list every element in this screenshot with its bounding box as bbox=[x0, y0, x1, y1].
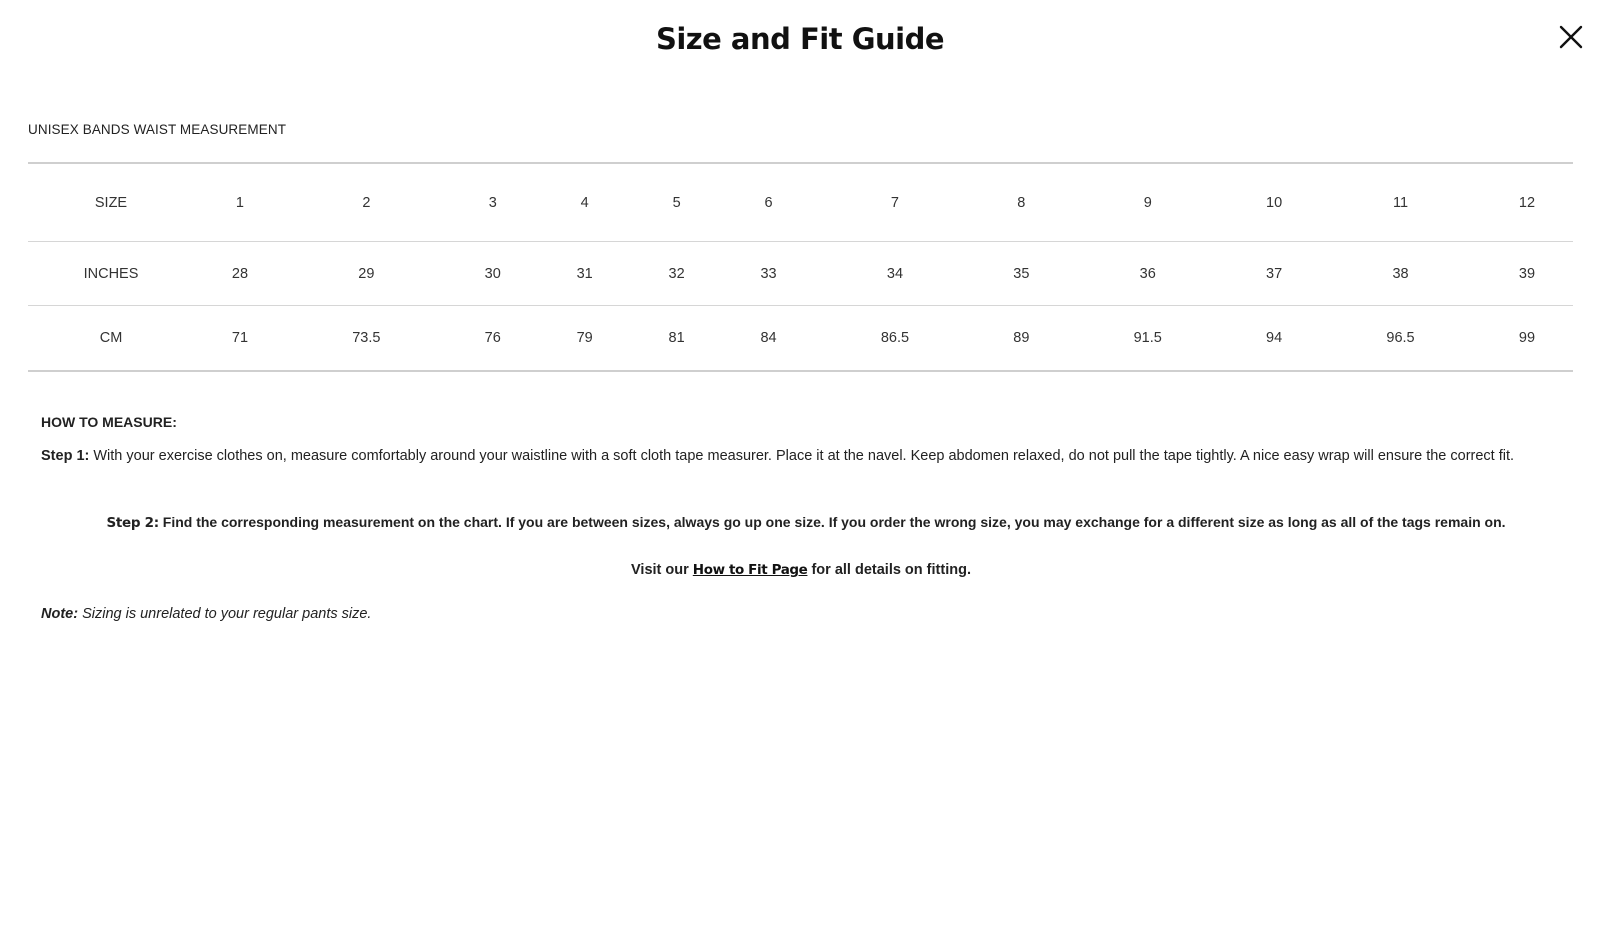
cm-cell: 99 bbox=[1518, 330, 1536, 346]
cm-cell: 81 bbox=[668, 330, 685, 346]
inches-cell: 34 bbox=[886, 265, 904, 282]
cm-cell: 94 bbox=[1266, 330, 1283, 346]
row-label-cm: CM bbox=[99, 330, 123, 346]
size-cell: 4 bbox=[580, 194, 589, 211]
step-2-text: Find the corresponding measurement on the chart. If you are between sizes, always go up one size. If you order the wrong size, you may exchange for a different size as long as all of the tags remain on. bbox=[158, 514, 1506, 530]
inches-cell: 33 bbox=[760, 265, 777, 282]
cm-cell: 79 bbox=[576, 330, 593, 346]
note-text: Sizing is unrelated to your regular pants size. bbox=[78, 606, 372, 622]
size-cell: 6 bbox=[764, 194, 773, 211]
inches-cell: 36 bbox=[1139, 265, 1156, 282]
cm-cell: 76 bbox=[484, 330, 501, 346]
inches-cell: 39 bbox=[1518, 265, 1536, 282]
close-button[interactable] bbox=[1556, 22, 1586, 52]
visit-fit-page-line bbox=[41, 559, 1561, 581]
cm-cell: 86.5 bbox=[880, 330, 910, 346]
inches-cell: 31 bbox=[576, 265, 593, 282]
inches-cell: 30 bbox=[484, 265, 501, 282]
step-2 bbox=[41, 511, 1571, 534]
size-row bbox=[28, 163, 1573, 242]
step-2-label: Step 2: bbox=[106, 515, 159, 531]
cm-cell: 91.5 bbox=[1133, 330, 1162, 346]
how-to-measure-heading: HOW TO MEASURE: bbox=[41, 414, 177, 430]
visit-prefix: Visit our bbox=[631, 562, 693, 578]
table-caption: UNISEX BANDS WAIST MEASUREMENT bbox=[28, 122, 287, 137]
cm-cell: 71 bbox=[231, 330, 249, 346]
inches-cell: 38 bbox=[1392, 265, 1409, 282]
close-icon bbox=[1556, 22, 1586, 52]
inches-row bbox=[28, 242, 1573, 306]
sizing-note bbox=[41, 603, 371, 625]
size-cell: 9 bbox=[1143, 194, 1152, 211]
size-cell: 12 bbox=[1518, 194, 1536, 211]
cm-cell: 89 bbox=[1013, 330, 1030, 346]
size-cell: 8 bbox=[1017, 194, 1026, 211]
row-label-size: SIZE bbox=[94, 194, 128, 211]
cm-cell: 84 bbox=[760, 330, 777, 346]
inches-cell: 37 bbox=[1266, 265, 1283, 282]
size-cell: 11 bbox=[1392, 194, 1409, 211]
size-cell: 10 bbox=[1266, 194, 1283, 211]
visit-suffix: for all details on fitting. bbox=[807, 562, 971, 578]
cm-cell: 73.5 bbox=[352, 330, 381, 346]
step-1-label: Step 1: bbox=[41, 448, 90, 464]
size-cell: 3 bbox=[488, 194, 497, 211]
modal-title: Size and Fit Guide bbox=[655, 22, 945, 56]
size-cell: 2 bbox=[362, 194, 371, 211]
row-label-inches: INCHES bbox=[83, 265, 139, 282]
cm-row bbox=[28, 306, 1573, 372]
how-to-fit-page-link[interactable]: How to Fit Page bbox=[692, 562, 808, 578]
cm-cell: 96.5 bbox=[1386, 330, 1415, 346]
step-1-text: With your exercise clothes on, measure comfortably around your waistline with a soft cloth tape measurer. Place it at the navel. Keep abdomen relaxed, do not pull the tape tightly. A nice easy wrap will ensure the correct fit. bbox=[89, 448, 1515, 464]
size-cell: 7 bbox=[890, 194, 899, 211]
inches-cell: 28 bbox=[231, 265, 249, 282]
inches-cell: 29 bbox=[358, 265, 375, 282]
step-1 bbox=[41, 445, 1551, 467]
inches-cell: 35 bbox=[1013, 265, 1030, 282]
note-label: Note: bbox=[41, 606, 79, 622]
size-cell: 1 bbox=[235, 194, 244, 211]
size-chart-table bbox=[28, 162, 1573, 372]
inches-cell: 32 bbox=[668, 265, 685, 282]
size-cell: 5 bbox=[672, 194, 681, 211]
